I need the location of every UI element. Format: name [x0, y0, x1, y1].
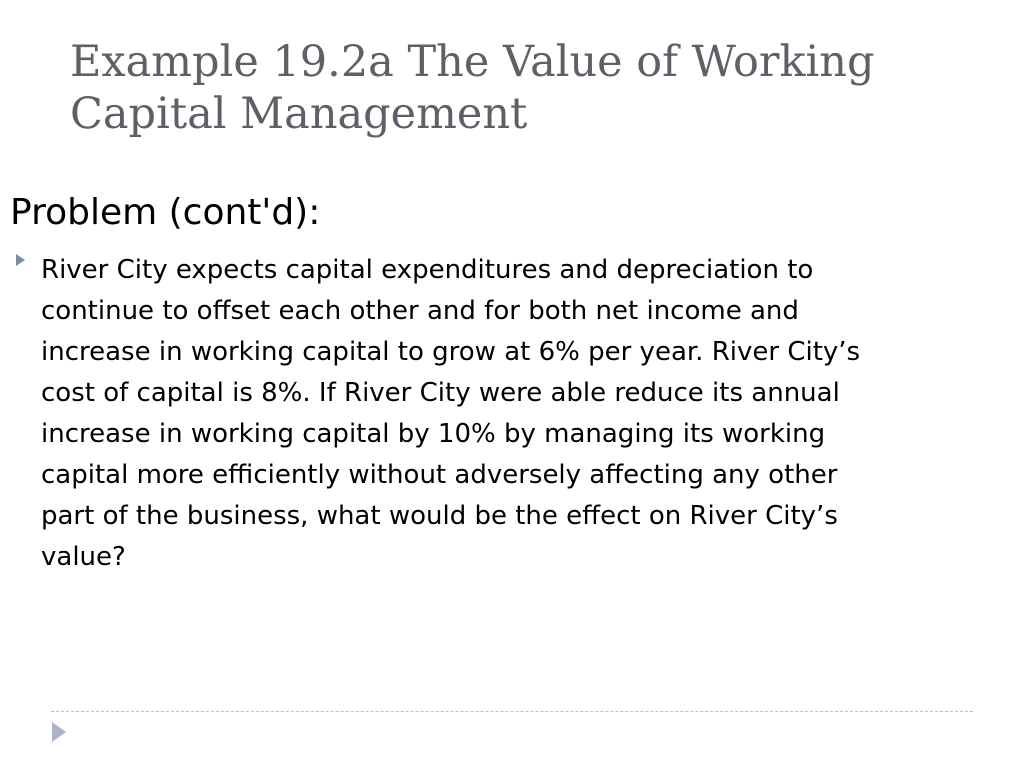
- bullet-paragraph: [41, 250, 941, 578]
- slide-title: Example 19.2a The Value of Working Capital Management: [70, 37, 875, 139]
- paragraph-line: increase in working capital by 10% by managing its working: [41, 419, 826, 449]
- footer-divider: [51, 711, 973, 712]
- paragraph-line: value?: [41, 542, 126, 572]
- paragraph-line: continue to offset each other and for both net income and: [41, 296, 799, 326]
- paragraph-line: capital more efficiently without adversely affecting any other: [41, 460, 838, 490]
- paragraph-line: cost of capital is 8%. If River City were able reduce its annual: [41, 378, 840, 408]
- paragraph-line: part of the business, what would be the effect on River City’s: [41, 501, 838, 531]
- next-arrow-icon[interactable]: [52, 722, 66, 742]
- paragraph-line: River City expects capital expenditures and depreciation to: [41, 255, 814, 285]
- section-heading: Problem (cont'd):: [10, 192, 321, 233]
- paragraph-line: increase in working capital to grow at 6% per year. River City’s: [41, 337, 861, 367]
- triangle-bullet-icon: [16, 254, 25, 266]
